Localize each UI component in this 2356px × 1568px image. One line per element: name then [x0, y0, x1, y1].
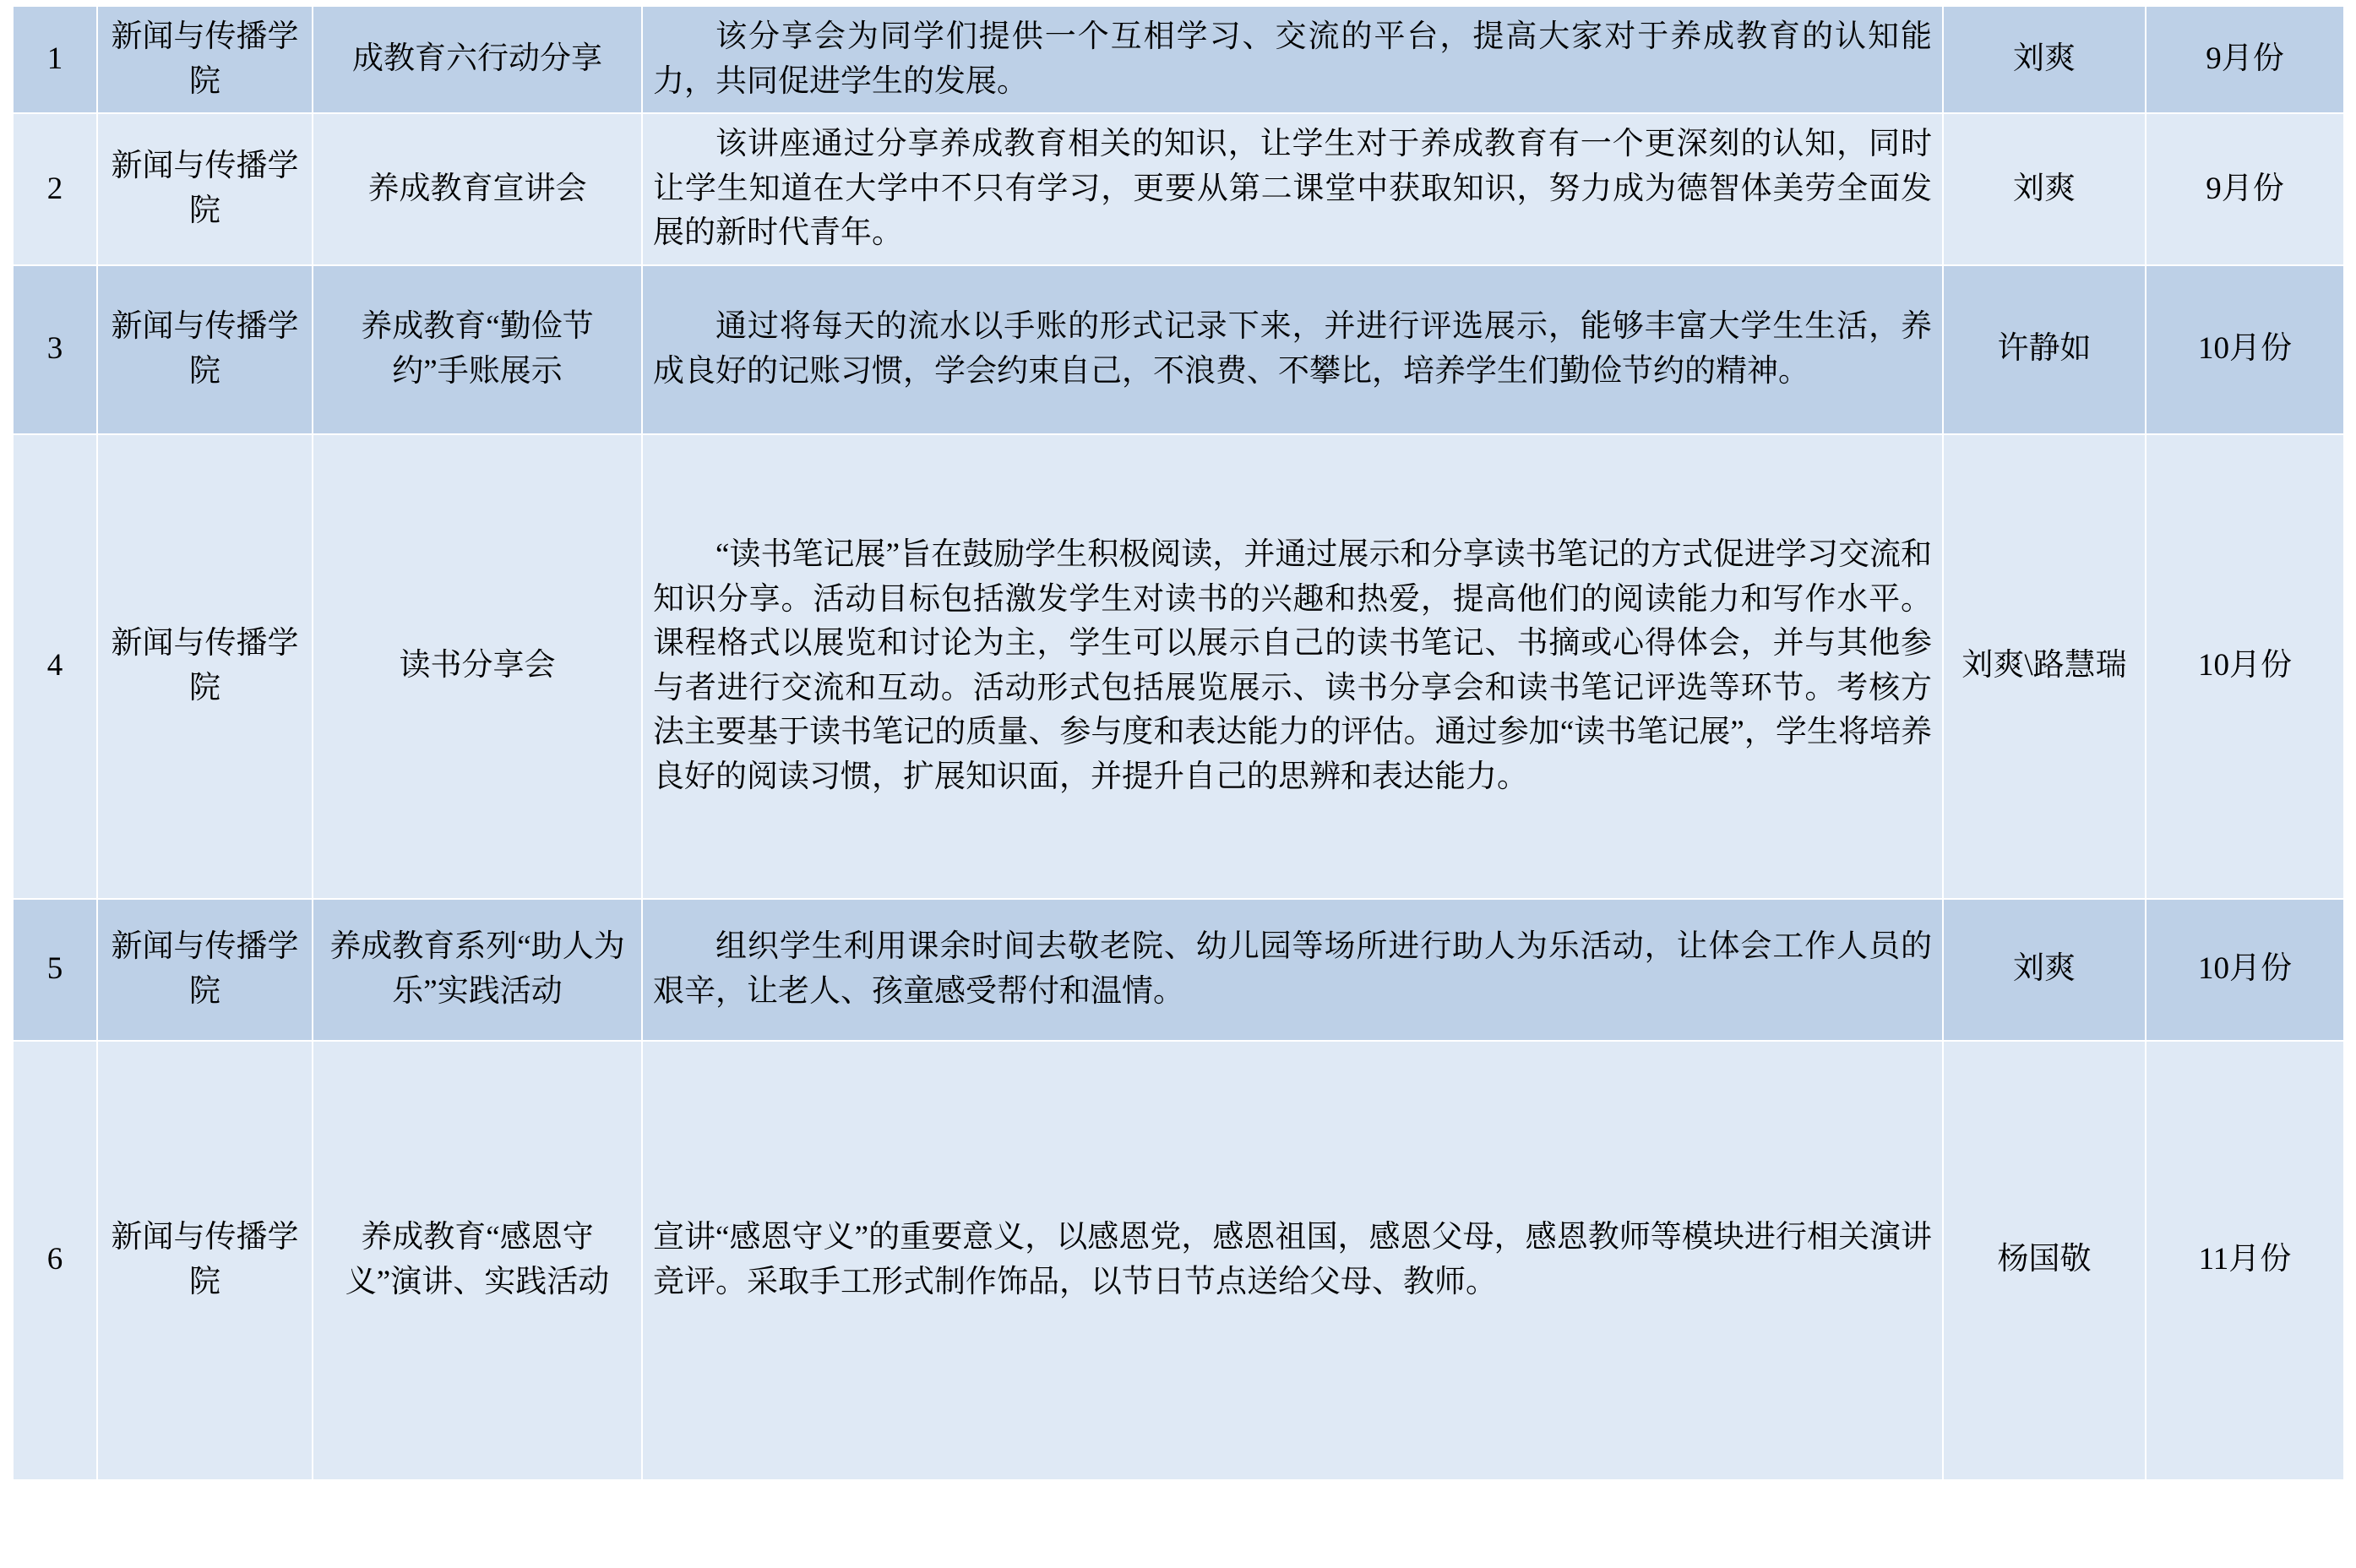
cell-activity-name: 养成教育“勤俭节约”手账展示 — [313, 265, 642, 434]
cell-month: 10月份 — [2146, 265, 2344, 434]
cell-college: 新闻与传播学院 — [97, 899, 313, 1041]
cell-person: 刘爽 — [1943, 6, 2146, 113]
cell-college: 新闻与传播学院 — [97, 265, 313, 434]
cell-description: 组织学生利用课余时间去敬老院、幼儿园等场所进行助人为乐活动，让体会工作人员的艰辛，让老人、孩童感受帮付和温情。 — [642, 899, 1943, 1041]
cell-description: 该分享会为同学们提供一个互相学习、交流的平台，提高大家对于养成教育的认知能力，共同促进学生的发展。 — [642, 6, 1943, 113]
table-row — [13, 6, 2344, 113]
activity-table — [12, 5, 2345, 1481]
cell-index: 1 — [13, 6, 97, 113]
cell-activity-name: 养成教育宣讲会 — [313, 113, 642, 265]
cell-month: 10月份 — [2146, 434, 2344, 899]
cell-index: 3 — [13, 265, 97, 434]
cell-person: 刘爽 — [1943, 113, 2146, 265]
cell-college: 新闻与传播学院 — [97, 434, 313, 899]
cell-index: 4 — [13, 434, 97, 899]
cell-description: 宣讲“感恩守义”的重要意义，以感恩党，感恩祖国，感恩父母，感恩教师等模块进行相关演讲竞评。采取手工形式制作饰品，以节日节点送给父母、教师。 — [642, 1041, 1943, 1480]
cell-description: “读书笔记展”旨在鼓励学生积极阅读，并通过展示和分享读书笔记的方式促进学习交流和知识分享。活动目标包括激发学生对读书的兴趣和热爱，提高他们的阅读能力和写作水平。课程格式以展览和讨论为主，学生可以展示自己的读书笔记、书摘或心得体会，并与其他参与者进行交流和互动。活动形式包括展览展示、读书分享会和读书笔记评选等环节。考核方法主要基于读书笔记的质量、参与度和表达能力的评估。通过参加“读书笔记展”，学生将培养良好的阅读习惯，扩展知识面，并提升自己的思辨和表达能力。 — [642, 434, 1943, 899]
cell-person: 刘爽 — [1943, 899, 2146, 1041]
cell-description: 通过将每天的流水以手账的形式记录下来，并进行评选展示，能够丰富大学生生活，养成良好的记账习惯，学会约束自己，不浪费、不攀比，培养学生们勤俭节约的精神。 — [642, 265, 1943, 434]
cell-college: 新闻与传播学院 — [97, 6, 313, 113]
cell-person: 许静如 — [1943, 265, 2146, 434]
cell-person: 杨国敬 — [1943, 1041, 2146, 1480]
cell-description: 该讲座通过分享养成教育相关的知识，让学生对于养成教育有一个更深刻的认知，同时让学生知道在大学中不只有学习，更要从第二课堂中获取知识，努力成为德智体美劳全面发展的新时代青年。 — [642, 113, 1943, 265]
cell-index: 2 — [13, 113, 97, 265]
table-row — [13, 1041, 2344, 1480]
table-row — [13, 899, 2344, 1041]
cell-month: 9月份 — [2146, 113, 2344, 265]
cell-index: 5 — [13, 899, 97, 1041]
table-row — [13, 113, 2344, 265]
cell-college: 新闻与传播学院 — [97, 113, 313, 265]
cell-person: 刘爽\路慧瑞 — [1943, 434, 2146, 899]
cell-college: 新闻与传播学院 — [97, 1041, 313, 1480]
cell-activity-name: 成教育六行动分享 — [313, 6, 642, 113]
cell-activity-name: 读书分享会 — [313, 434, 642, 899]
cell-activity-name: 养成教育“感恩守义”演讲、实践活动 — [313, 1041, 642, 1480]
cell-month: 10月份 — [2146, 899, 2344, 1041]
cell-month: 9月份 — [2146, 6, 2344, 113]
table-row — [13, 265, 2344, 434]
cell-month: 11月份 — [2146, 1041, 2344, 1480]
cell-index: 6 — [13, 1041, 97, 1480]
table-row — [13, 434, 2344, 899]
cell-activity-name: 养成教育系列“助人为乐”实践活动 — [313, 899, 642, 1041]
